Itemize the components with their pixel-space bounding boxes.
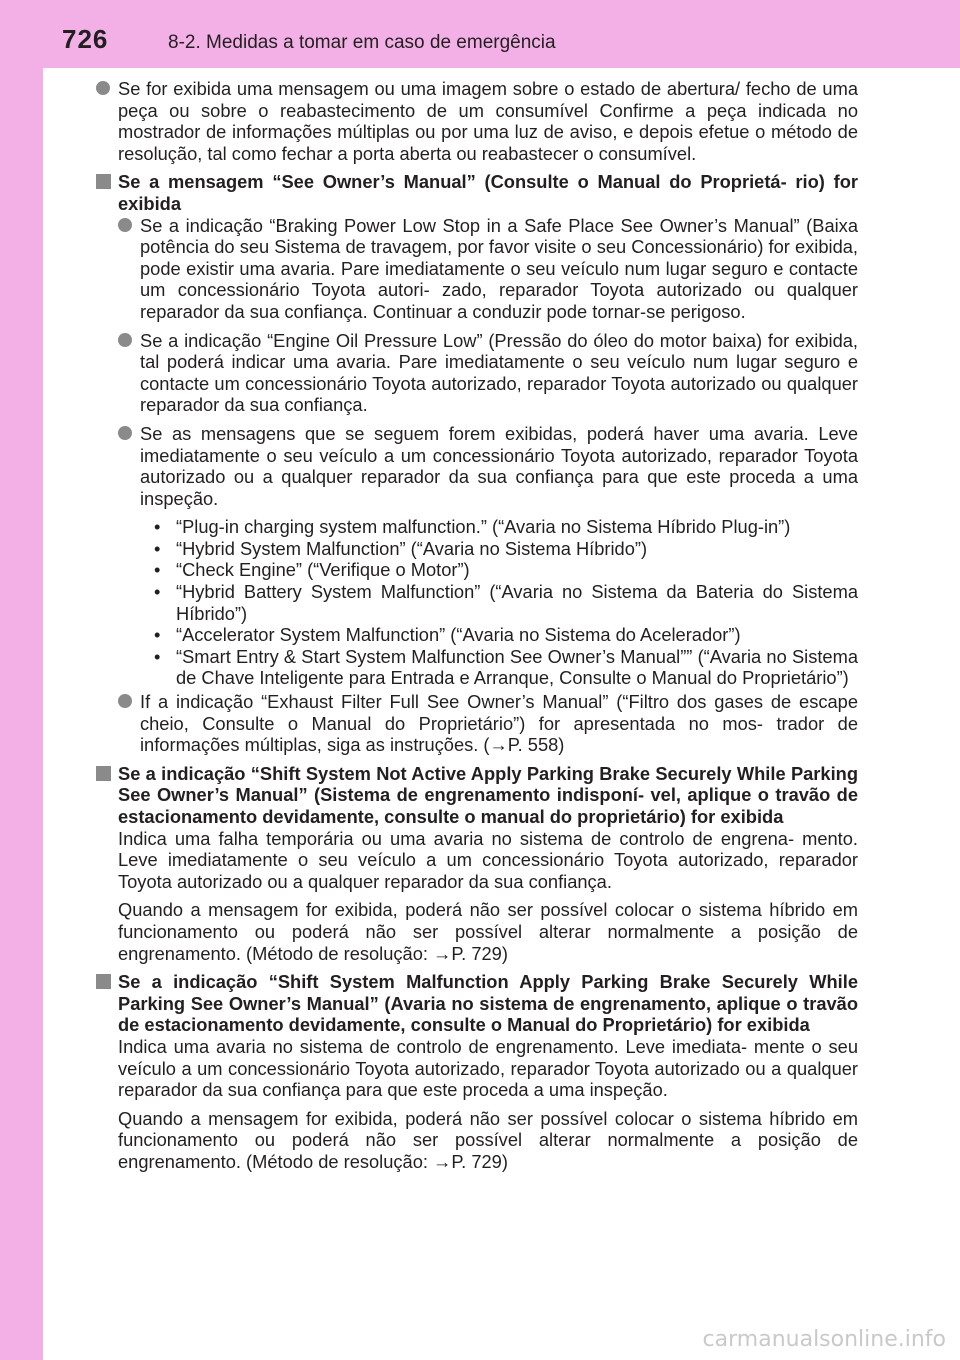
filled-circle-icon [118, 218, 132, 232]
list-item: • “Plug-in charging system malfunction.” (“Avaria no Sistema Híbrido Plug-in”) [154, 516, 791, 538]
bullet-dot-icon: • [154, 516, 161, 538]
section3-para1: Indica uma avaria no sistema de controlo de engrenamento. Leve imediata- mente o seu veículo a um concessionário Toyota autorizado, reparador Toyota autorizado ou a qualquer reparador da sua confiança para que este proceda a uma inspeção. [118, 1035, 858, 1101]
section1-bullet4: If a indicação “Exhaust Filter Full See Owner’s Manual” (“Filtro dos gases de escape cheio, Consulte o Manual do Proprietário”) for apresentada no mos- trador de informações múltiplas, siga as instruções. (→P. 558) [96, 691, 858, 756]
bullet-dot-icon: • [154, 559, 161, 581]
list-item: • “Hybrid Battery System Malfunction” (“Avaria no Sistema da Bateria do Sistema Híbrido”) [154, 581, 858, 624]
intro-bullet: Se for exibida uma mensagem ou uma imagem sobre o estado de abertura/ fecho de uma peça ou sobre o reabastecimento de um consumível Confirme a peça indicada no mostrador de informações múltiplas ou por uma luz de aviso, e depois efetue o método de resolução, tal como fechar a porta aberta ou reabastecer o consumível. [96, 78, 858, 164]
bullet-dot-icon: • [154, 581, 161, 603]
page-number: 726 [62, 24, 109, 54]
filled-square-icon [96, 174, 111, 189]
side-color-band [0, 0, 43, 1360]
section2-para1: Indica uma falha temporária ou uma avaria no sistema de controlo de engrena- mento. Leve imediatamente o seu veículo a um concessionário Toyota autorizado, reparador Toyota autorizado ou a qualquer reparador da sua confiança. [118, 827, 858, 892]
section2-para2: Quando a mensagem for exibida, poderá não ser possível colocar o sistema híbrido em funcionamento ou poderá não ser possível alterar normalmente a posição de engrenamento. (Método de resolução: →P. 729) [118, 899, 858, 964]
filled-circle-icon [96, 81, 110, 95]
list-item: • “Hybrid System Malfunction” (“Avaria no Sistema Híbrido”) [154, 537, 648, 559]
filled-circle-icon [118, 694, 132, 708]
list-item: • “Accelerator System Malfunction” (“Avaria no Sistema do Acelerador”) [154, 624, 741, 646]
section3-para2: Quando a mensagem for exibida, poderá não ser possível colocar o sistema híbrido em funcionamento ou poderá não ser possível alterar normalmente a posição de engrenamento. (Método de resolução: →P. 729) [118, 1107, 858, 1172]
filled-circle-icon [118, 333, 132, 347]
list-item: • “Check Engine” (“Verifique o Motor”) [154, 559, 470, 581]
page-content [96, 78, 858, 1180]
section1-bullet3: Se as mensagens que se seguem forem exibidas, poderá haver uma avaria. Leve imediatamente o seu veículo a um concessionário Toyota autorizado, reparador Toyota autorizado ou a qualquer reparador da sua confiança para que este proceda a uma inspeção. [96, 423, 858, 509]
message-list [96, 516, 858, 689]
watermark: carmanualsonline.info [702, 1327, 946, 1352]
filled-square-icon [96, 766, 111, 781]
section2-heading: Se a indicação “Shift System Not Active Apply Parking Brake Securely While Parking See Owner’s Manual” (Sistema de engrenamento indisponí- vel, aplique o travão de estacionamento devidamente, consulte o manual do proprietário) for exibida [96, 763, 858, 828]
section1-heading: Se a mensagem “See Owner’s Manual” (Consulte o Manual do Proprietá- rio) for exibida [96, 171, 858, 214]
chapter-title: 8-2. Medidas a tomar em caso de emergência [168, 32, 556, 53]
bullet-dot-icon: • [154, 537, 161, 559]
filled-square-icon [96, 974, 111, 989]
section1-bullet2: Se a indicação “Engine Oil Pressure Low” (Pressão do óleo do motor baixa) for exibida, tal poderá indicar uma avaria. Pare imediatamente o seu veículo num lugar seguro e contacte um concessionário Toyota autorizado, reparador Toyota autorizado ou qualquer reparador da sua confiança. [96, 330, 858, 416]
filled-circle-icon [118, 426, 132, 440]
bullet-dot-icon: • [154, 645, 161, 667]
section1-bullet1: Se a indicação “Braking Power Low Stop in a Safe Place See Owner’s Manual” (Baixa potência do seu Sistema de travagem, por favor visite o seu Concessionário) for exibida, pode existir uma avaria. Pare imediatamente o seu veículo num lugar seguro e contacte um concessionário Toyota autori- zado, reparador Toyota autorizado ou qualquer reparador da sua confiança. Continuar a conduzir pode tornar-se perigoso. [96, 215, 858, 323]
section3-heading: Se a indicação “Shift System Malfunction Apply Parking Brake Securely While Parking See Owner’s Manual” (Avaria no sistema de engrenamento, aplique o travão de estacionamento devidamente, consulte o Manual do Proprietário) for exibida [96, 971, 858, 1036]
list-item: • “Smart Entry & Start System Malfunction See Owner’s Manual”” (“Avaria no Sistema de Chave Inteligente para Entrada e Arranque, Consulte o Manual do Proprietário”) [154, 645, 858, 689]
bullet-dot-icon: • [154, 624, 161, 646]
